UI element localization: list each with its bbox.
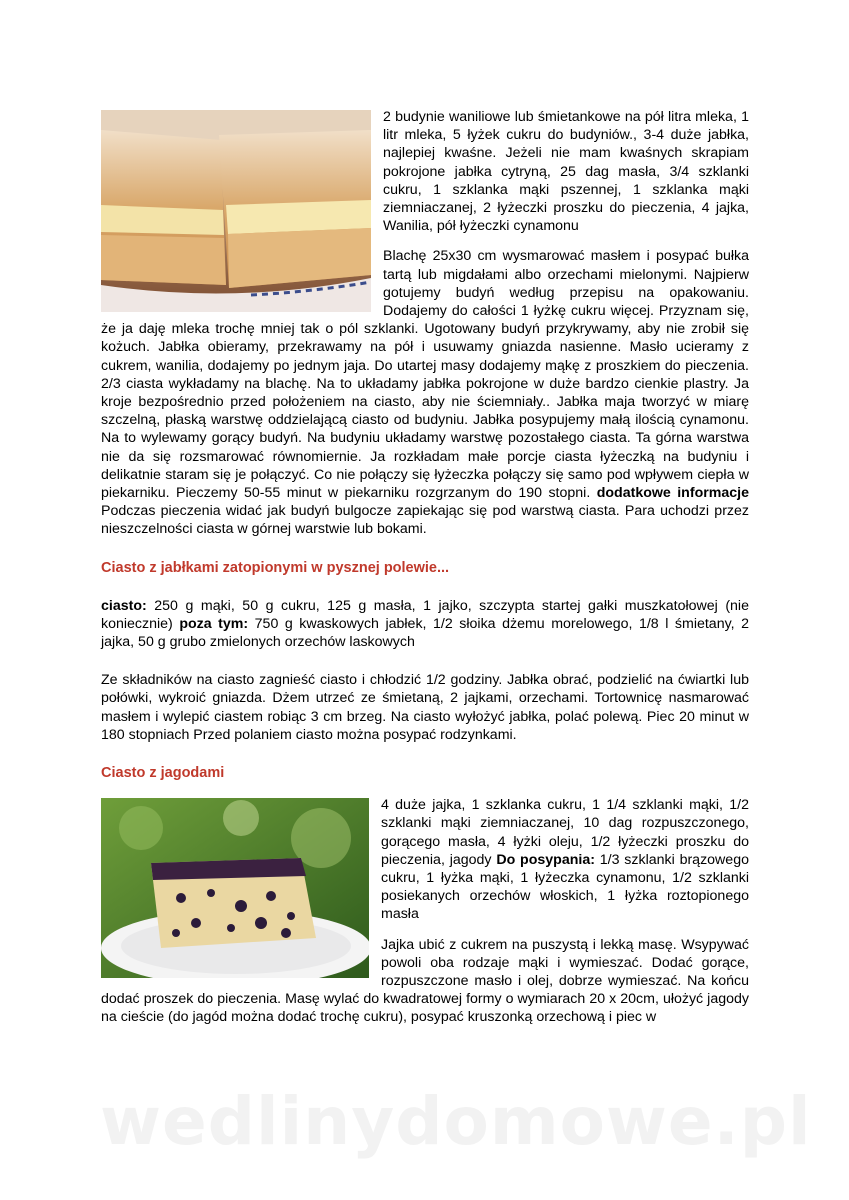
- watermark-text: wedlinydomowe.pl: [100, 1083, 812, 1160]
- recipe2-dough-label: ciasto:: [101, 597, 147, 614]
- recipe1-instructions-a: Blachę 25x30 cm wysmarować masłem i posypać bułka tartą lub migdałami albo orzechami mielonymi. Najpierw gotujemy budyń według przepisu na opakowaniu. Dodajemy do całości 1 łyżkę cukru więcej. Przyznam się, że ja daję mleka trochę mniej tak o pól szklanki. Ugotowany budyń przykrywamy, aby nie zrobił się kożuch. Jabłka obieramy, przekrawamy na pół i usuwamy gniazda nasienne. Masło ucieramy z cukrem, wanilia, dodajemy po jednym jaja. Do utartej masy dodajemy mąkę z proszkiem do pieczenia. 2/3 ciasta wykładamy na blachę. Na to układamy jabłka pokrojone w duże bardzo cienkie plastry. Ja kroje bezpośrednio przed położeniem na ciasto, aby nie ściemniały.. Jabłka maja tworzyć w miarę szczelną, płaską warstwę oddzielającą ciasto od budyniu. Jabłka posypujemy małą ilością cynamonu. Na to wylewamy gorący budyń. Na budyniu układamy warstwę pozostałego ciasta. Ta górna warstwa nie da się rozsmarować równomiernie. Ja rozkładam małe porcje ciasta łyżeczką na budyniu i delikatnie staram się je połączyć. Co nie połączy się łyżeczka połączy się samo pod wpływem ciepła w piekarniku. Pieczemy 50-55 minut w piekarniku rozgrzanym do 190 stopni.: [101, 248, 749, 502]
- recipe3-ingredients-text: 4 duże jajka, 1 szklanka cukru, 1 1/4 szklanki mąki, 1/2 szklanki mąki ziemniaczanej, 10 dag rozpuszczonego, gorącego masła, 4 łyżki oleju, 1/2 łyżeczki proszku do pieczenia, jagody: [381, 797, 749, 868]
- recipe2-title: Ciasto z jabłkami zatopionymi w pysznej polewie...: [101, 559, 450, 576]
- recipe2-topping-label: poza tym:: [179, 615, 249, 632]
- recipe2-topping-text: 750 g kwaskowych jabłek, 1/2 słoika dżemu morelowego, 1/8 l śmietany, 2 jajka, 50 g grubo zmielonych orzechów laskowych: [101, 615, 749, 651]
- recipe2-instructions: Ze składników na ciasto zagnieść ciasto i chłodzić 1/2 godziny. Jabłka obrać, podzielić na ćwiartki lub połówki, wykroić gniazda. Dżem utrzeć ze śmietaną, 2 jajkami, orzechami. Tortownicę nasmarować masłem i wylepić ciastem robiąc 3 cm brzeg. Na ciasto wyłożyć jabłka, polać polewą. Piec 20 minut w 180 stopniach Przed polaniem ciasto można posypać rodzynkami.: [101, 672, 749, 743]
- document-page: [101, 108, 749, 1027]
- recipe3-instructions: Jajka ubić z cukrem na puszystą i lekką masę. Wsypywać powoli oba rodzaje mąki i wymieszać. Dodać gorące, rozpuszczone masło i olej, dobrze wymieszać. Na końcu dodać proszek do pieczenia. Masę wylać do kwadratowej formy o wymiarach 20 x 20cm, ułożyć jagody na cieście (do jagód można dodać trochę cukru), posypać kruszonką orzechową i piec w: [101, 936, 749, 1026]
- recipe2-ingredients: [101, 597, 749, 652]
- blueberry-cake-photo: [101, 798, 369, 978]
- recipe2-dough-text: 250 g mąki, 50 g cukru, 125 g masła, 1 jajko, szczypta startej gałki muszkatołowej (nie koniecznie): [101, 597, 749, 632]
- recipe1-ingredients: 2 budynie waniliowe lub śmietankowe na pół litra mleka, 1 litr mleka, 5 łyżek cukru do budyniów., 3-4 duże jabłka, najlepiej kwaśne. Jeżeli nie mam kwaśnych skrapiam pokrojone jabłka cytryną, 25 dag masła, 3/4 szklanki cukru, 1 szklanka mąki pszennej, 1 szklanka mąki ziemniaczanej, 2 łyżeczki proszku do pieczenia, 4 jajka, Wanilia, pół łyżeczki cynamonu: [383, 109, 749, 235]
- recipe1-extra-label: dodatkowe informacje: [596, 485, 749, 502]
- recipe3-title: Ciasto z jagodami: [101, 765, 225, 782]
- recipe1-instructions-b: Podczas pieczenia widać jak budyń bulgocze zapiekając się pod warstwą ciasta. Para uchodzi przez nieszczelności ciasta w górnej warstwie lub bokami.: [101, 503, 749, 538]
- apple-custard-cake-photo: [101, 110, 371, 312]
- recipe3-topping-text: 1/3 szklanki brązowego cukru, 1 łyżka mąki, 1 łyżeczka cynamonu, 1/2 szklanki posiekanych orzechów włoskich, 1 łyżka roztopionego masła: [381, 851, 749, 923]
- recipe3-topping-label: Do posypania:: [496, 851, 595, 868]
